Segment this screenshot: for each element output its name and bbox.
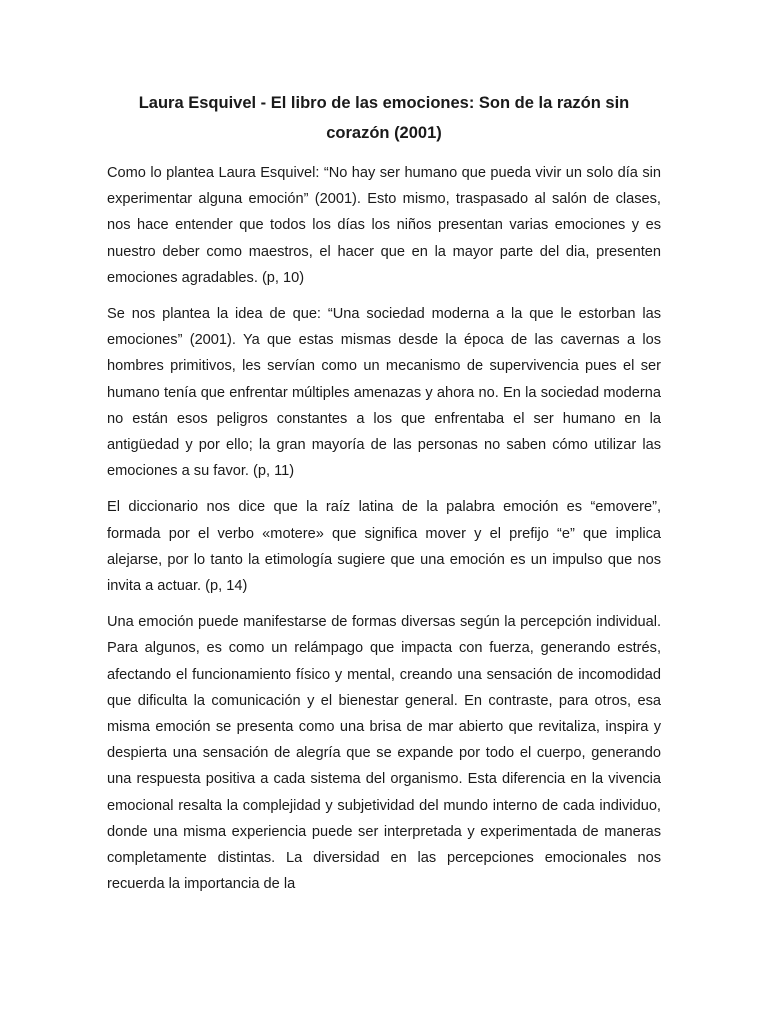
- document-title: Laura Esquivel - El libro de las emociones: Son de la razón sin corazón (2001): [138, 94, 630, 142]
- paragraph-4: Una emoción puede manifestarse de formas diversas según la percepción individual. Para algunos, es como un relámpago que impacta con fuerza, generando estrés, afectando el funcionamiento físico y mental, creando una sensación de incomodidad que dificulta la comunicación y el bienestar general. En contraste, para otros, esa misma emoción se presenta como una brisa de mar abierto que revitaliza, inspira y despierta una sensación de alegría que se expande por todo el cuerpo, generando una respuesta positiva a cada sistema del organismo. Esta diferencia en la vivencia emocional resalta la complejidad y subjetividad del mundo interno de cada individuo, donde una misma experiencia puede ser interpretada y experimentada de maneras completamente distintas. La diversidad en las percepciones emocionales nos recuerda la importancia de la: [107, 614, 661, 893]
- document-page: [107, 88, 661, 907]
- paragraph-3: El diccionario nos dice que la raíz latina de la palabra emoción es “emovere”, formada por el verbo «motere» que significa mover y el prefijo “e” que implica alejarse, por lo tanto la etimología sugiere que una emoción es un impulso que nos invita a actuar. (p, 14): [107, 499, 661, 595]
- paragraph-2: Se nos plantea la idea de que: “Una sociedad moderna a la que le estorban las emociones” (2001). Ya que estas mismas desde la época de las cavernas a los hombres primitivos, les servían como un mecanismo de supervivencia pues el ser humano tenía que enfrentar múltiples amenazas y ahora no. En la sociedad moderna no están esos peligros constantes a los que enfrentaba el ser humano en la antigüedad y por ello; la gran mayoría de las personas no saben cómo utilizar las emociones a su favor. (p, 11): [107, 306, 661, 480]
- paragraph-1: Como lo plantea Laura Esquivel: “No hay ser humano que pueda vivir un solo día sin experimentar alguna emoción” (2001). Esto mismo, traspasado al salón de clases, nos hace entender que todos los días los niños presentan varias emociones y es nuestro deber como maestros, el hacer que en la mayor parte del dia, presenten emociones agradables. (p, 10): [107, 165, 661, 286]
